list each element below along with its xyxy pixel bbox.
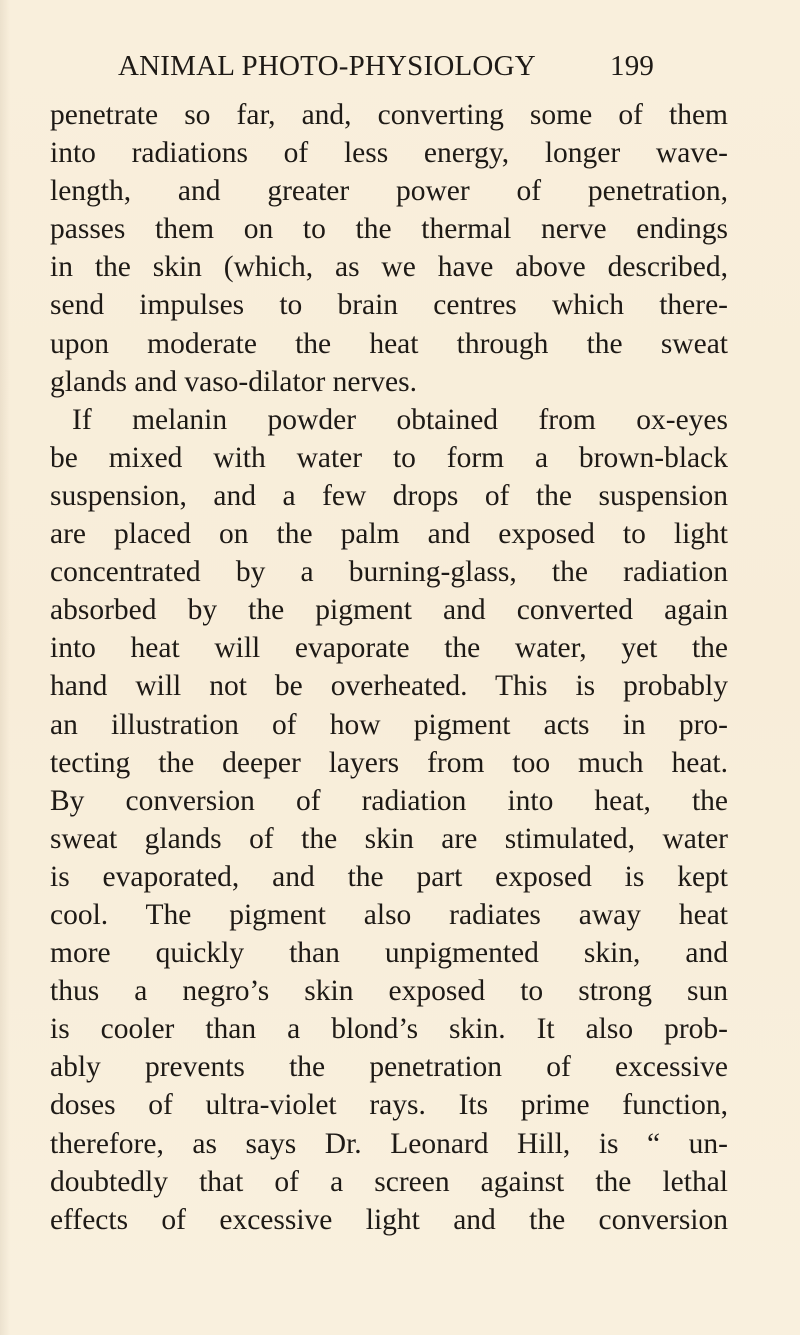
body-text — [50, 96, 728, 1239]
text-line: doses of ultra-violet rays. Its prime function, — [50, 1089, 728, 1122]
text-line: an illustration of how pigment acts in pro- — [50, 708, 728, 741]
text-line: into radiations of less energy, longer wave- — [50, 137, 728, 170]
text-line: cool. The pigment also radiates away heat — [50, 898, 728, 931]
text-line: passes them on to the thermal nerve endings — [50, 213, 728, 246]
text-line: By conversion of radiation into heat, the — [50, 784, 728, 817]
text-line: sweat glands of the skin are stimulated, water — [50, 822, 728, 855]
text-line: is cooler than a blond’s skin. It also prob- — [50, 1013, 728, 1046]
text-line: concentrated by a burning-glass, the radiation — [50, 556, 728, 589]
text-line: more quickly than unpigmented skin, and — [50, 937, 728, 970]
text-line: hand will not be overheated. This is probably — [50, 670, 728, 703]
text-line: length, and greater power of penetration, — [50, 175, 728, 208]
text-line: send impulses to brain centres which there- — [50, 289, 728, 322]
text-line: upon moderate the heat through the sweat — [50, 327, 728, 360]
text-line: ably prevents the penetration of excessive — [50, 1051, 728, 1084]
text-line: effects of excessive light and the conversion — [50, 1203, 728, 1236]
text-line: be mixed with water to form a brown-black — [50, 441, 728, 474]
text-line: into heat will evaporate the water, yet the — [50, 632, 728, 665]
text-line: in the skin (which, as we have above described, — [50, 251, 728, 284]
page-number: 199 — [610, 50, 655, 82]
text-line: absorbed by the pigment and converted again — [50, 594, 728, 627]
text-line: is evaporated, and the part exposed is kept — [50, 860, 728, 893]
text-line: are placed on the palm and exposed to light — [50, 518, 728, 551]
text-line: therefore, as says Dr. Leonard Hill, is “ un- — [50, 1127, 728, 1160]
text-line: glands and vaso-dilator nerves. — [50, 365, 418, 398]
running-head — [118, 46, 678, 86]
text-line: tecting the deeper layers from too much heat. — [50, 746, 728, 779]
running-head-title: ANIMAL PHOTO-PHYSIOLOGY — [118, 50, 536, 82]
text-line: doubtedly that of a screen against the lethal — [50, 1165, 728, 1198]
text-line: thus a negro’s skin exposed to strong sun — [50, 975, 728, 1008]
paragraph-first-line: If melanin powder obtained from ox-eyes — [72, 403, 728, 436]
text-line: suspension, and a few drops of the suspension — [50, 479, 728, 512]
text-line: penetrate so far, and, converting some of them — [50, 99, 728, 131]
